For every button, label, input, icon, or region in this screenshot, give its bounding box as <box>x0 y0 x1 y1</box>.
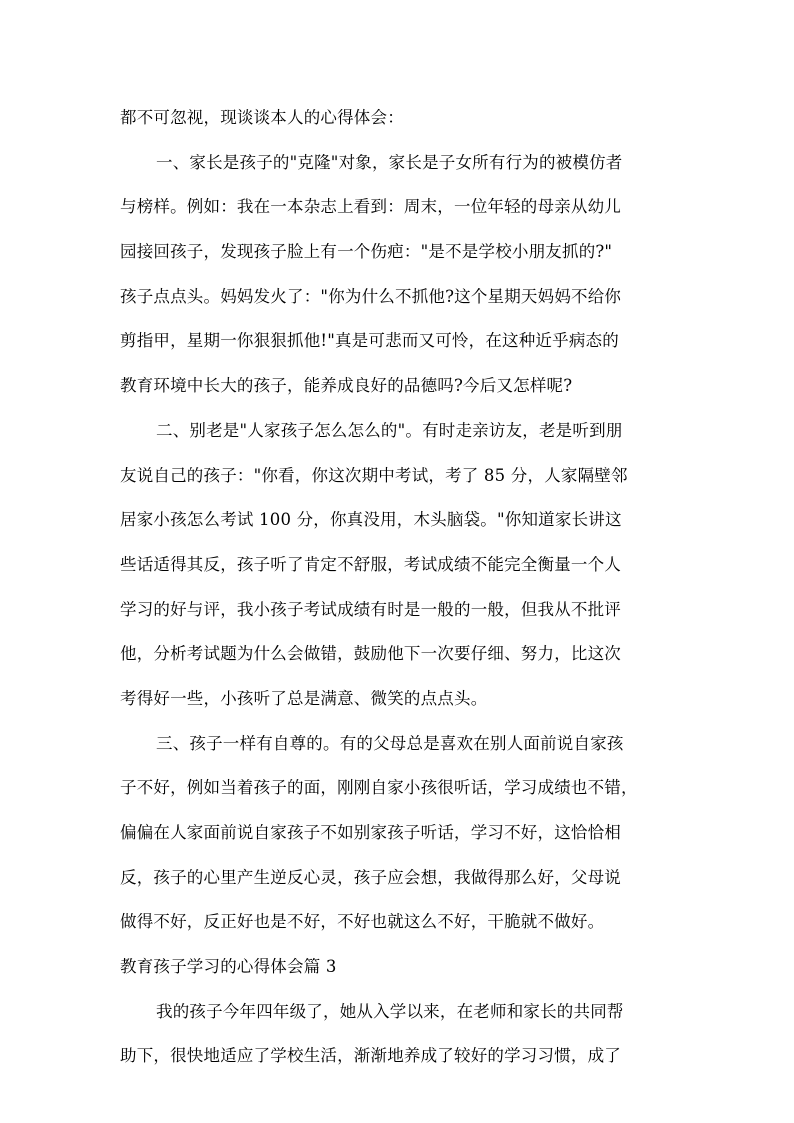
paragraph-first-line: 一、家长是孩子的"克隆"对象，家长是子女所有行为的被模仿者 <box>156 152 623 172</box>
text-line: 都不可忽视，现谈谈本人的心得体会： <box>120 108 404 127</box>
text-line: 子不好，例如当着孩子的面，刚刚自家小孩很听话，学习成绩也不错， <box>120 778 638 798</box>
text-line: 他，分析考试题为什么会做错，鼓励他下一次要仔细、努力，比这次 <box>120 644 621 664</box>
text-line: 友说自己的孩子："你看，你这次期中考试，考了 85 分，人家隔壁邻 <box>120 465 628 485</box>
text-line: 学习的好与评，我小孩子考试成绩有时是一般的一般，但我从不批评 <box>120 599 621 619</box>
text-line: 助下，很快地适应了学校生活，渐渐地养成了较好的学习习惯，成了 <box>120 1046 621 1066</box>
text-line: 居家小孩怎么考试 100 分，你真没用，木头脑袋。"你知道家长讲这 <box>120 510 622 530</box>
section-heading: 教育孩子学习的心得体会篇 3 <box>120 957 337 977</box>
paragraph-first-line: 二、别老是"人家孩子怎么怎么的"。有时走亲访友，老是听到朋 <box>156 420 623 440</box>
text-line: 偏偏在人家面前说自家孩子不如别家孩子听话，学习不好，这恰恰相 <box>120 823 621 842</box>
paragraph-first-line: 我的孩子今年四年级了，她从入学以来，在老师和家长的共同帮 <box>156 1001 624 1021</box>
text-line: 教育环境中长大的孩子，能养成良好的品德吗?今后又怎样呢? <box>120 376 573 396</box>
text-line: 考得好一些，小孩听了总是满意、微笑的点点头。 <box>120 688 488 708</box>
text-line: 园接回孩子，发现孩子脸上有一个伤疤："是不是学校小朋友抓的?" <box>120 242 613 262</box>
text-line: 做得不好，反正好也是不好，不好也就这么不好，干脆就不做好。 <box>120 912 605 932</box>
text-line: 些话适得其反，孩子听了肯定不舒服，考试成绩不能完全衡量一个人 <box>120 554 621 574</box>
text-line: 孩子点点头。妈妈发火了："你为什么不抓他?这个星期天妈妈不给你 <box>120 286 622 306</box>
paragraph-first-line: 三、孩子一样有自尊的。有的父母总是喜欢在别人面前说自家孩 <box>156 733 624 753</box>
text-line: 与榜样。例如：我在一本杂志上看到：周末，一位年轻的母亲从幼儿 <box>120 197 621 217</box>
text-line: 剪指甲，星期一你狠狠抓他!"真是可悲而又可怜，在这种近乎病态的 <box>120 331 619 351</box>
text-line: 反，孩子的心里产生逆反心灵，孩子应会想，我做得那么好，父母说 <box>120 867 621 887</box>
document-body <box>120 96 680 1079</box>
